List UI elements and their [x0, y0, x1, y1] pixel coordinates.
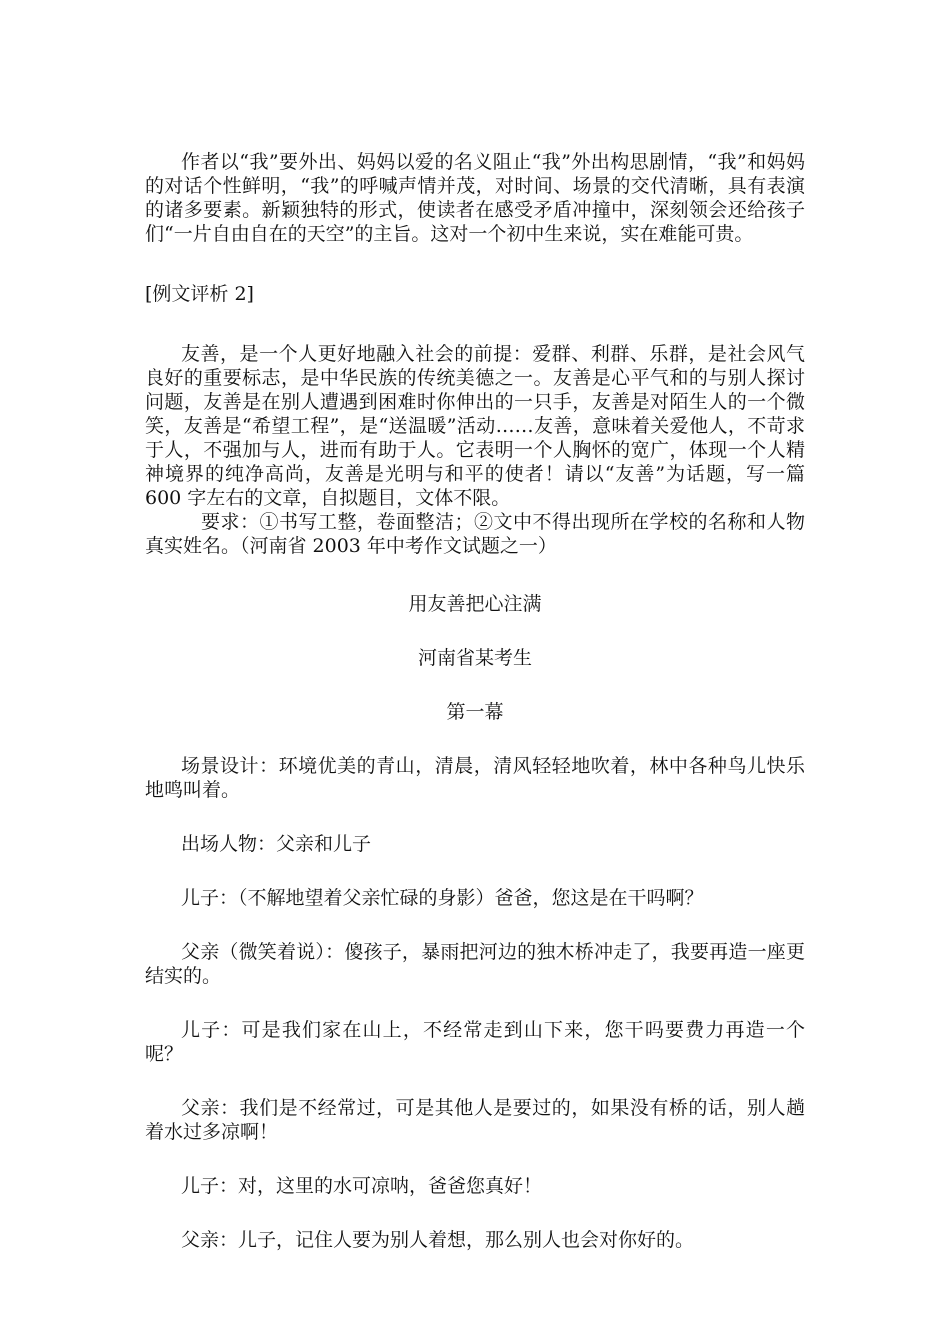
- scene-description: 场景设计：环境优美的青山，清晨，清风轻轻地吹着，林中各种鸟儿快乐地鸣叫着。: [145, 755, 805, 801]
- requirements-paragraph: 要求：①书写工整，卷面整洁；②文中不得出现所在学校的名称和人物真实姓名。（河南省 2003 年中考作文试题之一）: [145, 511, 805, 557]
- dialogue-line: 父亲：儿子，记住人要为别人着想，那么别人也会对你好的。: [181, 1229, 695, 1251]
- dialogue-line: 儿子：可是我们家在山上，不经常走到山下来，您干吗要费力再造一个呢？: [145, 1019, 805, 1065]
- essay-author: 河南省某考生: [417, 647, 532, 669]
- dialogue-line: 父亲：我们是不经常过，可是其他人是要过的，如果没有桥的话，别人趟着水过多凉啊！: [145, 1097, 805, 1143]
- section-label: [例文评析 2]: [145, 283, 254, 305]
- essay-act-heading: 第一幕: [446, 701, 504, 723]
- commentary-paragraph: 作者以“我”要外出、妈妈以爱的名义阻止“我”外出构思剧情，“我”和妈妈的对话个性鲜明，“我”的呼喊声情并茂，对时间、场景的交代清晰，具有表演的诸多要素。新颖独特的形式，使读者在感受矛盾冲撞中，深刻领会还给孩子们“一片自由自在的天空”的主旨。这对一个初中生来说，实在难能可贵。: [145, 151, 805, 245]
- dialogue-line: 父亲（微笑着说）：傻孩子，暴雨把河边的独木桥冲走了，我要再造一座更结实的。: [145, 941, 805, 987]
- document-page: [145, 150, 805, 1252]
- characters-line: 出场人物：父亲和儿子: [181, 833, 372, 855]
- dialogue-line: 儿子：对，这里的水可凉呐，爸爸您真好！: [181, 1175, 543, 1197]
- prompt-paragraph: 友善，是一个人更好地融入社会的前提：爱群、利群、乐群，是社会风气良好的重要标志，是中华民族的传统美德之一。友善是心平气和的与别人探讨问题，友善是在别人遭遇到困难时你伸出的一只手，友善是对陌生人的一个微笑，友善是“希望工程”，是“送温暖”活动……友善，意味着关爱他人，不苛求于人，不强加与人，进而有助于人。它表明一个人胸怀的宽广，体现一个人精神境界的纯净高尚，友善是光明与和平的使者！请以“友善”为话题，写一篇 600 字左右的文章，自拟题目，文体不限。: [145, 343, 805, 509]
- essay-title: 用友善把心注满: [408, 593, 542, 615]
- dialogue-line: 儿子：（不解地望着父亲忙碌的身影）爸爸，您这是在干吗啊？: [181, 887, 704, 909]
